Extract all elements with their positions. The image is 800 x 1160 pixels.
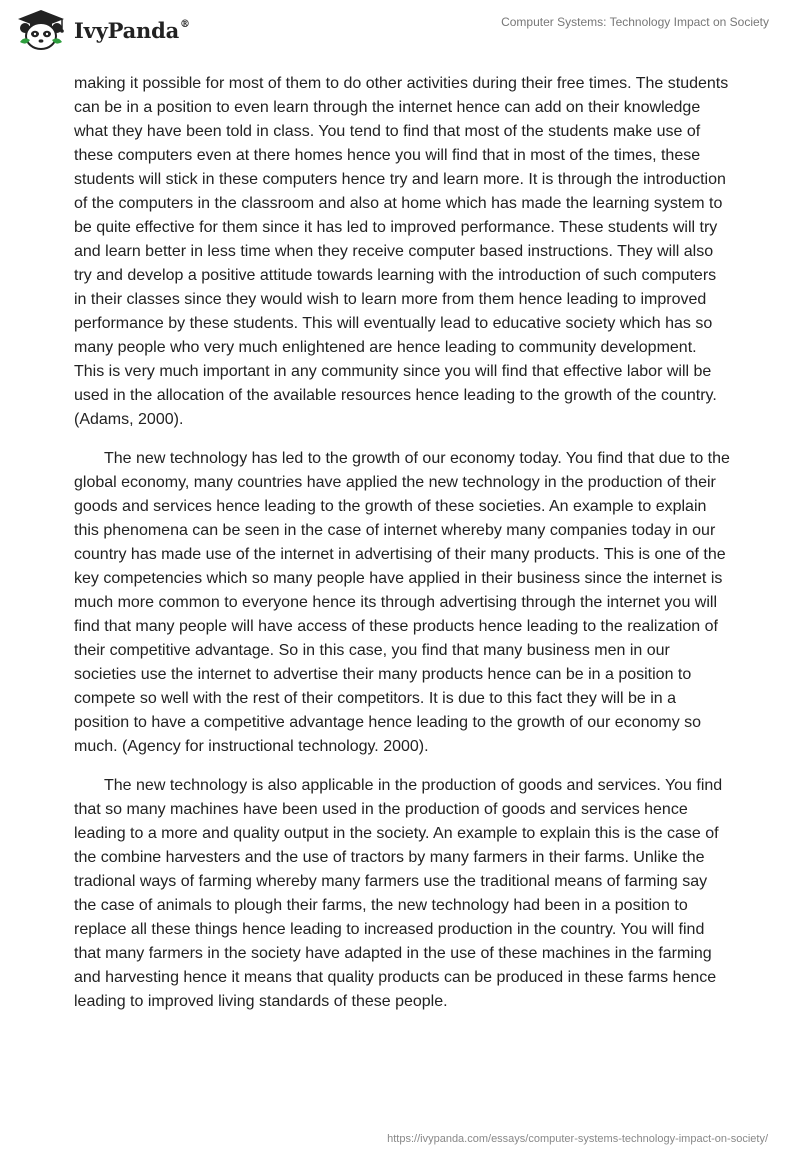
- paragraph: The new technology has led to the growth of our economy today. You find that due to the global economy, many countries have applied the new technology in the production of their goods and services hence leading to the growth of these societies. An example to explain this phenomena can be seen in the case of internet whereby many companies today in our country has made use of the internet in advertising of their many products. This is one of the key competencies which so many people have applied in their business since the internet is much more common to everyone hence its through advertising through the internet you will find that many people will have access of these products hence leading to the realization of their competitive advantage. So in this case, you find that many business men in our societies use the internet to advertise their many products hence can be in a position to compete so well with the rest of their competitors. It is due to this fact they will be in a position to have a competitive advantage hence leading to the growth of our economy so much. (Agency for instructional technology. 2000).: [74, 450, 730, 755]
- document-title: Computer Systems: Technology Impact on Society: [501, 15, 769, 29]
- source-url-link[interactable]: https://ivypanda.com/essays/computer-systems-technology-impact-on-society/: [387, 1133, 768, 1145]
- page-header: [0, 0, 800, 60]
- paragraph: The new technology is also applicable in the production of goods and services. You find that so many machines have been used in the production of goods and services hence leading to a more and quality output in the society. An example to explain this is the case of the combine harvesters and the use of tractors by many farmers in their farms. Unlike the tradional ways of farming whereby many farmers use the traditional means of farming say the case of animals to plough their farms, the new technology had been in a position to replace all these things hence leading to increased production in the country. You will find that many farmers in the society have adapted in the use of these machines in the farming and harvesting hence it means that quality products can be produced in these farms hence leading to improved living standards of these people.: [74, 777, 723, 1010]
- brand-name: IvyPanda®: [74, 17, 190, 43]
- panda-graduate-logo-icon: [14, 8, 68, 52]
- registered-mark: ®: [180, 18, 190, 30]
- essay-body: [74, 72, 730, 1029]
- paragraph: making it possible for most of them to do other activities during their free times. The students can be in a position to even learn through the internet hence can add on their knowledge what they have been told in class. You tend to find that most of the students make use of these computers even at there homes hence you will find that in most of the times, these students will stick in these computers hence try and learn more. It is through the introduction of the computers in the classroom and also at home which has made the learning system to be quite effective for them since it has led to improved performance. These students will try and learn better in less time when they receive computer based instructions. They will also try and develop a positive attitude towards learning with the introduction of such computers in their classes since they would wish to learn more from them hence leading to improved performance by these students. This will eventually lead to educative society which has so many people who very much enlightened are hence leading to community development. This is very much important in any community since you will find that effective labor will be used in the allocation of the available resources hence leading to the growth of the country. (Adams, 2000).: [74, 75, 729, 428]
- brand-logo[interactable]: [14, 8, 190, 52]
